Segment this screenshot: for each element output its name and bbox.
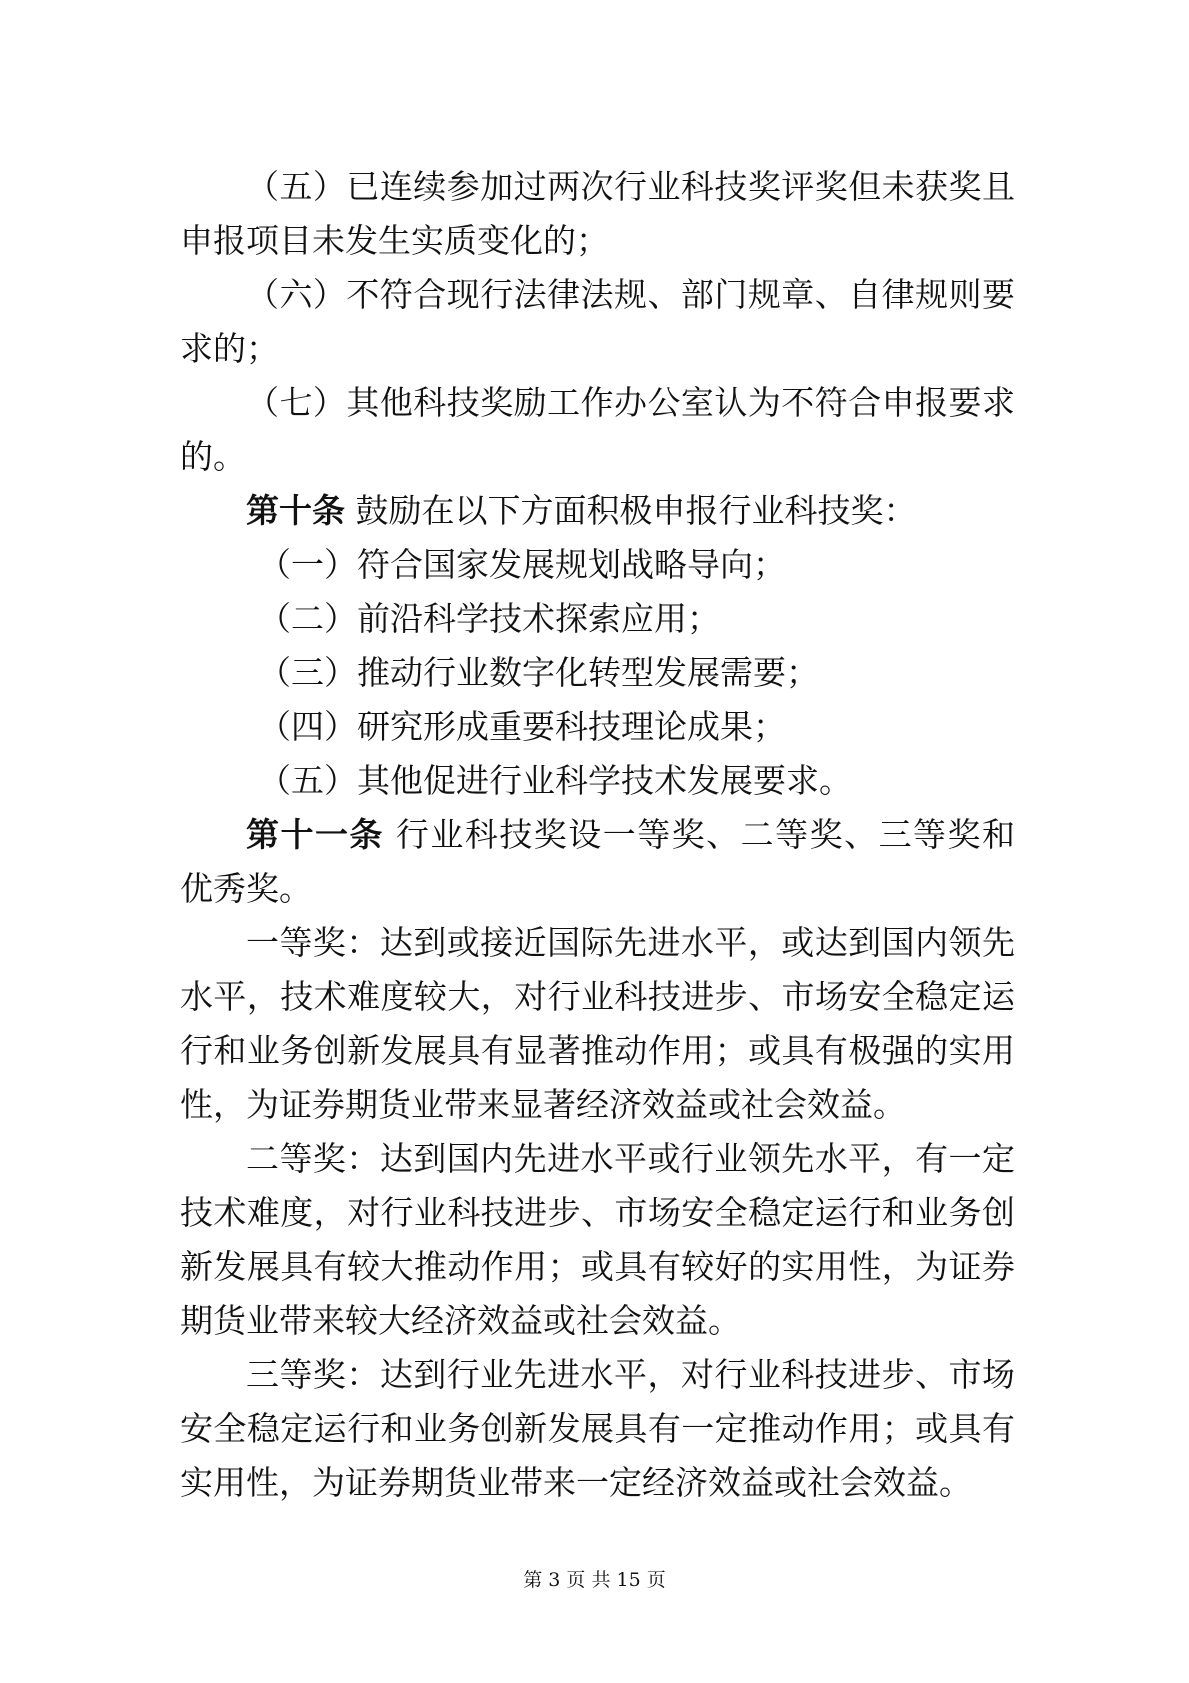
- article-11: [180, 808, 1015, 916]
- clause-6-prefix: （六）: [246, 275, 347, 314]
- article-10: [180, 484, 1015, 538]
- clause-7: [180, 376, 1015, 484]
- clause-7-prefix: （七）: [246, 383, 347, 422]
- article-10-item-1: （一）符合国家发展规划战略导向；: [258, 545, 786, 584]
- clause-5-text: 已连续参加过两次行业科技奖评奖但未获奖且申报项目未发生实质变化的；: [180, 167, 1016, 260]
- article-11-text: 行业科技奖设一等奖、二等奖、三等奖和优秀奖。: [180, 815, 1016, 908]
- clause-5: [180, 160, 1015, 268]
- clause-7-text: 其他科技奖励工作办公室认为不符合申报要求的。: [180, 383, 1016, 476]
- article-11-heading: 第十一条: [246, 815, 384, 854]
- second-prize-paragraph: 二等奖：达到国内先进水平或行业领先水平，有一定技术难度，对行业科技进步、市场安全稳定运行和业务创新发展具有较大推动作用；或具有较好的实用性，为证券期货业带来较大经济效益或社会效益。: [180, 1139, 1015, 1340]
- page-footer: 第 3 页 共 15 页: [523, 1569, 666, 1591]
- third-prize-paragraph: 三等奖：达到行业先进水平，对行业科技进步、市场安全稳定运行和业务创新发展具有一定推动作用；或具有实用性，为证券期货业带来一定经济效益或社会效益。: [180, 1355, 1015, 1502]
- clause-6-text: 不符合现行法律法规、部门规章、自律规则要求的；: [180, 275, 1016, 368]
- article-10-heading: 第十条: [246, 491, 345, 530]
- first-prize-paragraph: 一等奖：达到或接近国际先进水平，或达到国内领先水平，技术难度较大，对行业科技进步、市场安全稳定运行和业务创新发展具有显著推动作用；或具有极强的实用性，为证券期货业带来显著经济效益或社会效益。: [180, 923, 1015, 1124]
- article-10-item-3: （三）推动行业数字化转型发展需要；: [258, 653, 819, 692]
- article-10-item-2: （二）前沿科学技术探索应用；: [258, 599, 720, 638]
- clause-5-prefix: （五）: [246, 167, 347, 206]
- article-10-text: 鼓励在以下方面积极申报行业科技奖：: [345, 491, 917, 530]
- article-10-item-5: （五）其他促进行业科学技术发展要求。: [258, 761, 852, 800]
- clause-6: [180, 268, 1015, 376]
- document-body: [180, 160, 1015, 1510]
- article-10-item-4: （四）研究形成重要科技理论成果；: [258, 707, 786, 746]
